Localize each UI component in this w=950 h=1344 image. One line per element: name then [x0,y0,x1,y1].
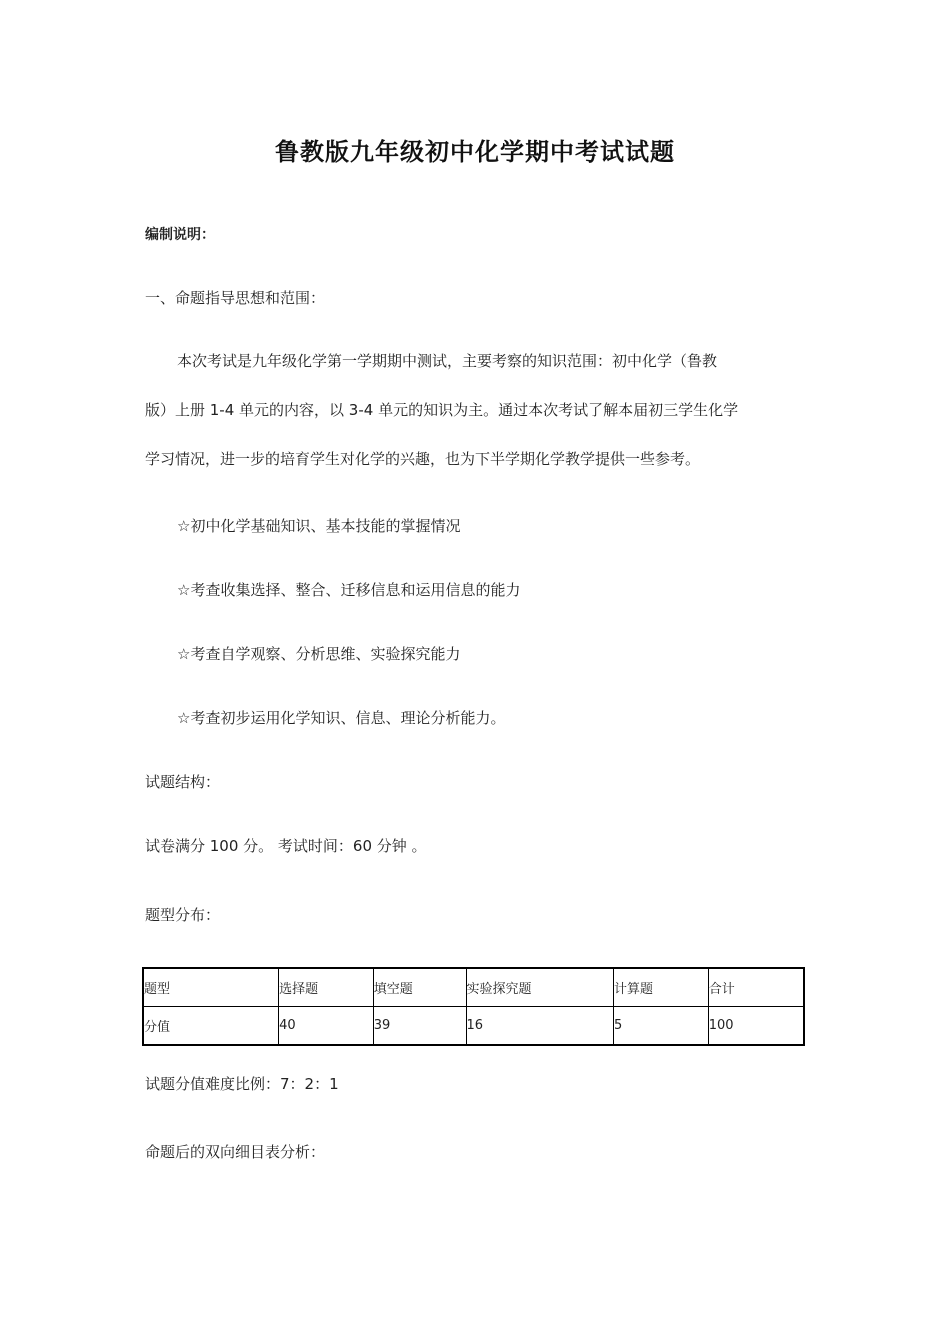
intro-line-3: 学习情况，进一步的培育学生对化学的兴趣，也为下半学期化学教学提供一些参考。 [145,450,701,468]
section1-heading: 一、命题指导思想和范围： [145,289,326,307]
structure-heading: 试题结构： [145,773,221,791]
difficulty-ratio-text: 试题分值难度比例：7：2：1 [145,1075,339,1093]
objective-item: ☆考查自学观察、分析思维、实验探究能力 [177,645,461,663]
table-cell: 100 [708,1007,804,1046]
objective-item: ☆考查收集选择、整合、迁移信息和运用信息的能力 [177,581,521,599]
notes-heading: 编制说明： [145,227,215,243]
document-title: 鲁教版九年级初中化学期中考试试题 [275,138,675,166]
table-header-row [143,968,804,1007]
intro-line-2: 版）上册 1-4 单元的内容，以 3-4 单元的知识为主。通过本次考试了解本届初三学生化学 [145,401,739,419]
table-cell: 39 [373,1007,466,1046]
question-distribution-table [142,967,805,1046]
table-cell: 实验探究题 [466,968,614,1007]
table-cell: 选择题 [279,968,374,1007]
table-cell: 16 [466,1007,614,1046]
table-cell: 合计 [708,968,804,1007]
score-time-text: 试卷满分 100 分。 考试时间：60 分钟 。 [145,837,427,855]
table-cell: 5 [614,1007,709,1046]
objective-item: ☆考查初步运用化学知识、信息、理论分析能力。 [177,709,506,727]
table-row [143,1007,804,1046]
intro-line-1: 本次考试是九年级化学第一学期期中测试，主要考察的知识范围：初中化学（鲁教 [177,352,718,370]
objective-item: ☆初中化学基础知识、基本技能的掌握情况 [177,517,461,535]
table-cell: 40 [279,1007,374,1046]
table-cell: 计算题 [614,968,709,1007]
distribution-heading: 题型分布： [145,906,221,924]
table-cell: 题型 [143,968,279,1007]
analysis-heading: 命题后的双向细目表分析： [145,1143,326,1161]
table-cell: 分值 [143,1007,279,1046]
table-cell: 填空题 [373,968,466,1007]
intro-paragraph [145,351,805,498]
